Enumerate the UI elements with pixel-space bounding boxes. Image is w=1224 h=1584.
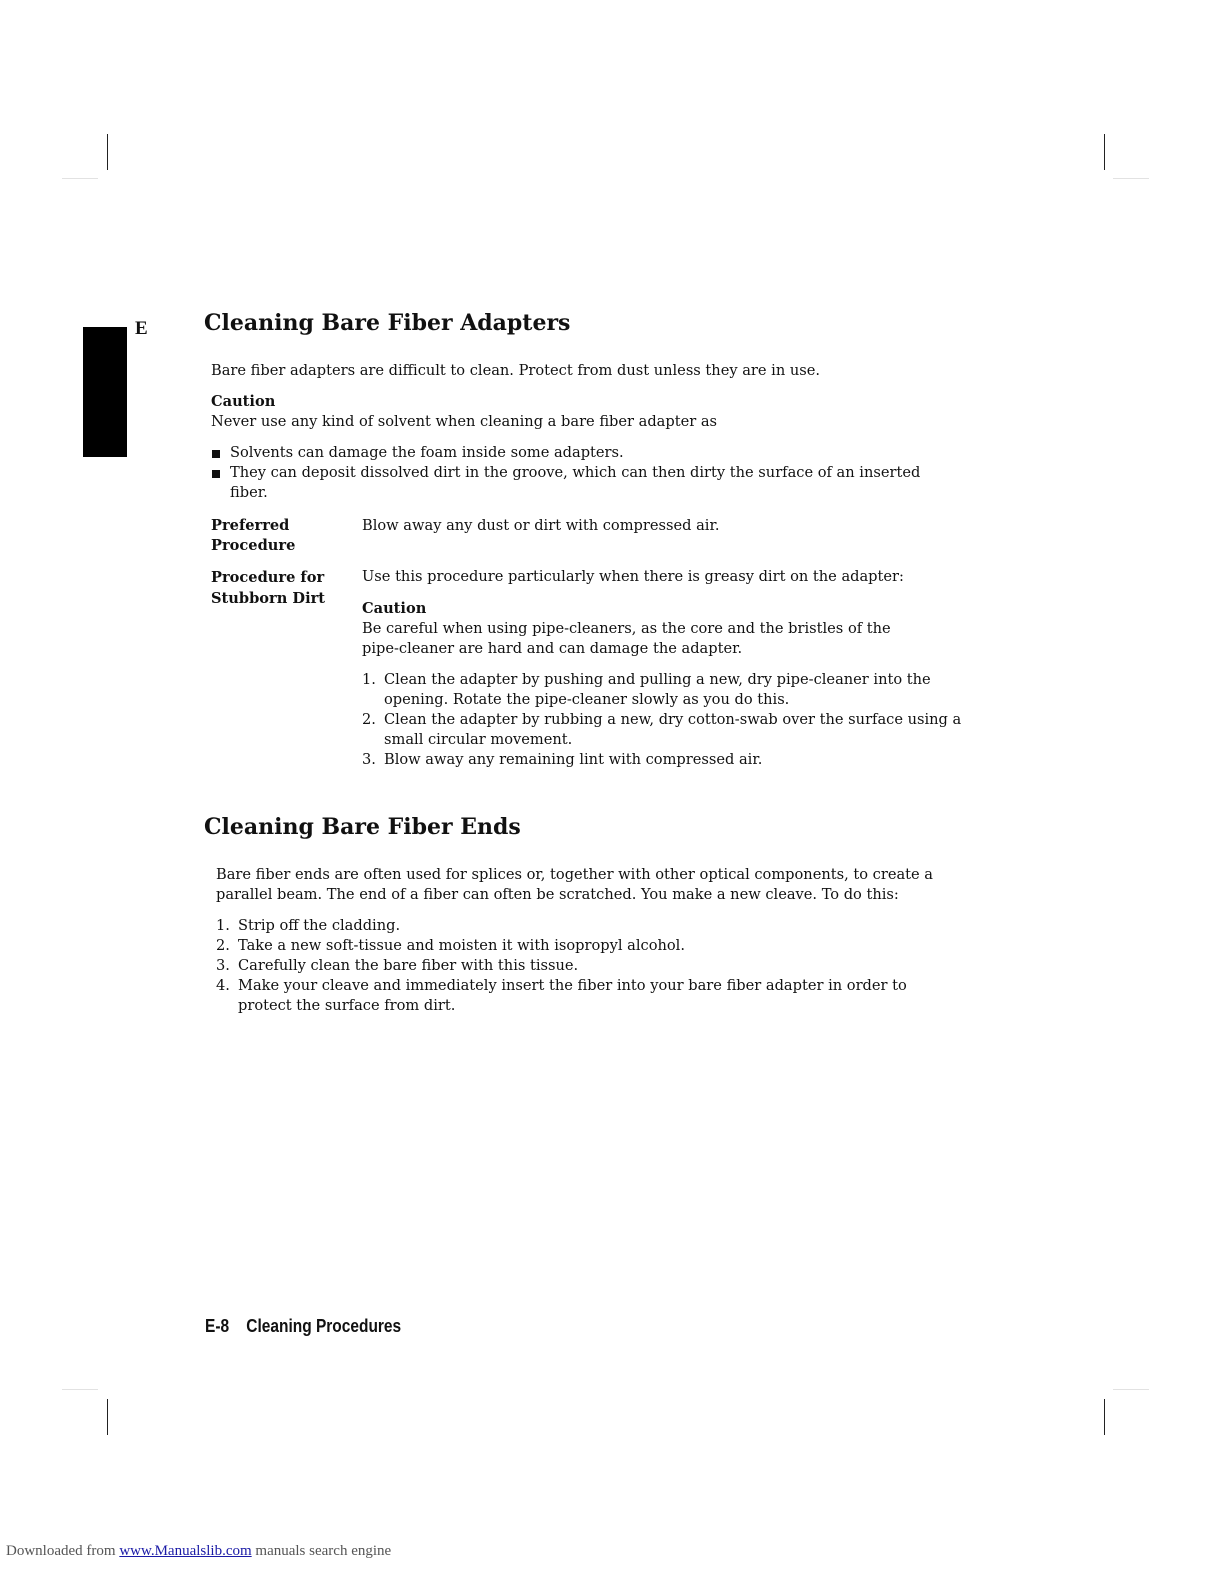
- crop-mark-bottom-right-h: [1113, 1389, 1149, 1390]
- footer-title: Cleaning Procedures: [246, 1316, 402, 1336]
- section-title-bare-fiber-adapters: Cleaning Bare Fiber Adapters: [204, 310, 571, 336]
- section2-intro: Bare fiber ends are often used for splices or, together with other optical components, to create a parallel beam. The end of a fiber can often be scratched. You make a new cleave. To do this:: [216, 866, 933, 903]
- chapter-tab-letter: E: [135, 318, 148, 339]
- preferred-procedure-text: Blow away any dust or dirt with compressed air.: [362, 517, 720, 534]
- section1-caution-text: Never use any kind of solvent when cleaning a bare fiber adapter as: [211, 413, 718, 430]
- crop-mark-top-left: [107, 134, 108, 170]
- chapter-tab-bar: [83, 327, 127, 457]
- list-item: 4. Make your cleave and immediately insert the fiber into your bare fiber adapter in order to protect the surface from dirt.: [216, 977, 907, 1014]
- crop-mark-top-right-h: [1113, 178, 1149, 179]
- bullet-square-icon: [212, 450, 220, 458]
- stubborn-caution-text: Be careful when using pipe-cleaners, as the core and the bristles of the pipe-cleaner are hard and can damage the adapter.: [362, 620, 891, 657]
- page-footer: [205, 1316, 401, 1337]
- crop-mark-bottom-right: [1104, 1399, 1105, 1435]
- preferred-procedure-label: Preferred Procedure: [211, 517, 296, 554]
- page-number: E-8: [205, 1316, 230, 1336]
- section2-steps-list: [216, 916, 956, 1016]
- section1-intro: Bare fiber adapters are difficult to clean. Protect from dust unless they are in use.: [211, 362, 821, 379]
- download-notice: Downloaded from www.Manualslib.com manuals search engine: [6, 1543, 392, 1559]
- stubborn-dirt-text: Use this procedure particularly when there is greasy dirt on the adapter:: [362, 568, 904, 585]
- crop-mark-bottom-left-h: [62, 1389, 98, 1390]
- crop-mark-bottom-left: [107, 1399, 108, 1435]
- manualslib-link[interactable]: www.Manualslib.com: [119, 1543, 252, 1559]
- list-item: 1. Strip off the cladding.: [216, 917, 401, 934]
- stubborn-dirt-label: Procedure for Stubborn Dirt: [211, 569, 326, 607]
- list-item: 1. Clean the adapter by pushing and pulling a new, dry pipe-cleaner into the opening. Rotate the pipe-cleaner slowly as you do this.: [362, 671, 931, 708]
- section1-caution-label: Caution: [211, 393, 276, 410]
- list-item: 2. Take a new soft-tissue and moisten it with isopropyl alcohol.: [216, 937, 685, 954]
- stubborn-steps-list: [362, 670, 962, 770]
- bullet-square-icon: [212, 470, 220, 478]
- list-item: 3. Blow away any remaining lint with compressed air.: [362, 751, 763, 768]
- crop-mark-top-left-h: [62, 178, 98, 179]
- list-item: They can deposit dissolved dirt in the groove, which can then dirty the surface of an inserted fiber.: [211, 463, 956, 503]
- section1-bullet-list: [211, 443, 956, 503]
- stubborn-caution-label: Caution: [362, 600, 427, 617]
- list-item: 2. Clean the adapter by rubbing a new, dry cotton-swab over the surface using a small circular movement.: [362, 711, 962, 748]
- section-title-bare-fiber-ends: Cleaning Bare Fiber Ends: [204, 814, 521, 840]
- list-item: 3. Carefully clean the bare fiber with this tissue.: [216, 957, 579, 974]
- crop-mark-top-right: [1104, 134, 1105, 170]
- list-item: Solvents can damage the foam inside some adapters.: [211, 443, 956, 463]
